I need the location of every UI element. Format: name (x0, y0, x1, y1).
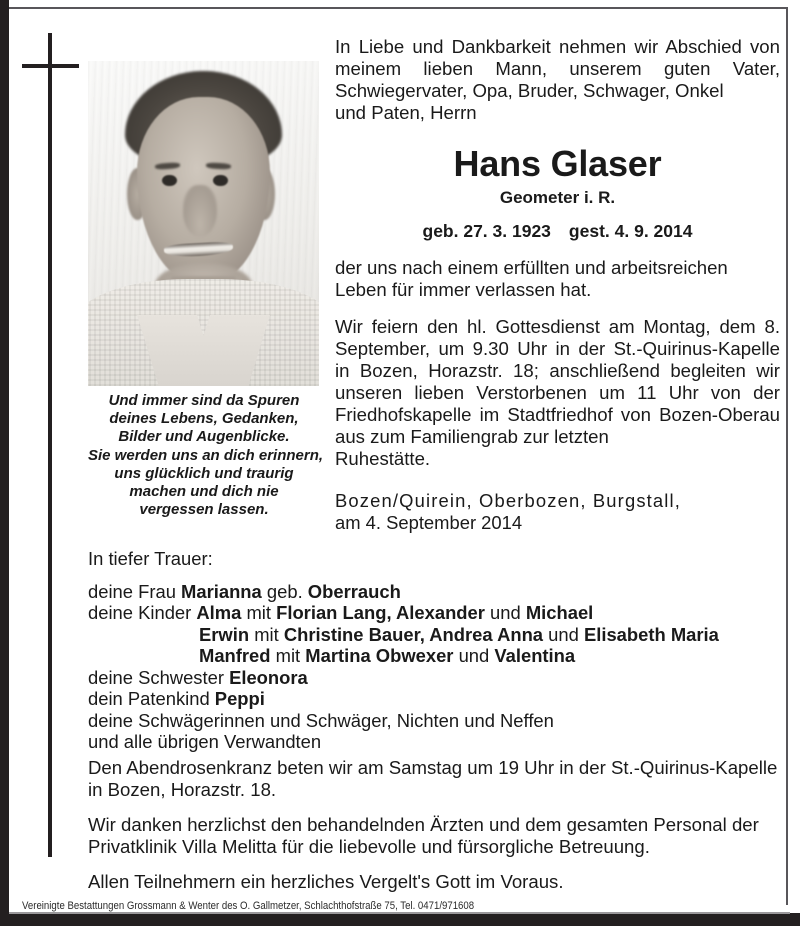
mourner-line (88, 667, 778, 689)
frame-border-inner-bottom (9, 912, 790, 914)
poem-line: Bilder und Augenblicke. (118, 428, 290, 446)
farewell-paragraph (335, 257, 780, 301)
funeral-home-footer: Vereinigte Bestattungen Grossmann & Wenter des O. Gallmetzer, Schlachthofstraße 75, Tel. 0471/971608 (22, 900, 475, 912)
mourner-line (88, 731, 778, 753)
mourner-line (88, 710, 778, 732)
mourner-line (88, 624, 778, 646)
mourner-name: Manfred (199, 645, 271, 666)
mourner-name: Valentina (494, 645, 576, 666)
mourner-name: Marianna (181, 580, 262, 602)
photo-eye-right (213, 175, 228, 187)
portrait-photo (88, 61, 319, 386)
mourner-name: Elisabeth Maria (583, 623, 719, 645)
mourner-line (88, 581, 778, 603)
places-line: Bozen/Quirein, Oberbozen, Burgstall, (335, 490, 682, 511)
mourner-name: Eleonora (229, 666, 308, 688)
deceased-occupation: Geometer i. R. (499, 188, 616, 207)
intro-last-line: und Paten, Herrn (335, 102, 477, 123)
closing-section (88, 757, 780, 893)
farewell-text: der uns nach einem erfüllten und arbeitsreichen (335, 257, 728, 278)
thanks-paragraph: Wir danken herzlichst den behandelnden Ärzten und dem gesamten Personal der Privatklinik Villa Melitta für die liebevolle und fürsorgliche Betreuung. (88, 814, 759, 857)
intro-paragraph (335, 36, 780, 124)
blessing-paragraph: Allen Teilnehmern ein herzliches Vergelt's Gott im Voraus. (88, 871, 564, 892)
mourner-relation: mit (249, 623, 284, 645)
deceased-dates (335, 221, 780, 242)
mourner-name: Erwin (199, 623, 250, 645)
rosary-paragraph: Den Abendrosenkranz beten wir am Samstag um 19 Uhr in der St.-Quirinus-Kapelle in Bozen, Horazstr. 18. (88, 757, 778, 800)
frame-border-left (0, 0, 9, 926)
mourner-relation: deine Kinder (88, 602, 197, 623)
mourner-name: Oberrauch (307, 580, 401, 602)
poem-line: machen und dich nie (129, 483, 279, 501)
mourner-relation: und alle übrigen Verwandten (88, 731, 322, 752)
main-text-column (335, 36, 780, 534)
notice-date: am 4. September 2014 (335, 512, 523, 533)
mourner-line (88, 645, 778, 667)
farewell-last-line: Leben für immer verlassen hat. (335, 279, 592, 300)
intro-text: In Liebe und Dankbarkeit nehmen wir Abschied von meinem lieben Mann, unserem guten Vater, Schwiegervater, Opa, Bruder, Schwager, Onkel (335, 36, 780, 101)
photo-nose (183, 185, 218, 237)
memorial-poem (88, 392, 324, 519)
mourner-relation: deine Schwägerinnen und Schwäger, Nichten und Neffen (88, 709, 554, 731)
mourner-relation: geb. (261, 580, 308, 602)
mourner-relation: mit (241, 602, 277, 623)
mourner-name: Martina Obwexer (305, 645, 454, 666)
frame-border-top (9, 7, 788, 9)
cross-icon-stem (48, 33, 52, 857)
mourner-relation: und (484, 602, 526, 623)
mourner-relation: und (543, 623, 584, 645)
service-text: Wir feiern den hl. Gottesdienst am Montag, dem 8. September, um 9.30 Uhr in der St.-Quirinus-Kapelle in Bozen, Horazstr. 18; anschließend begleiten wir unseren lieben Verstorbenen um 11 Uhr von der Friedhofskapelle im Stadtfriedhof von Bozen-Oberau aus zum Familiengrab zur letzten (335, 316, 780, 447)
mourner-name: Peppi (214, 688, 265, 709)
poem-line: uns glücklich und traurig (114, 464, 294, 482)
mourner-relation: und (453, 645, 495, 666)
poem-line: vergessen lassen. (139, 501, 269, 519)
mourners-list (88, 581, 778, 753)
death-date: gest. 4. 9. 2014 (568, 221, 693, 241)
mourner-relation: deine Frau (88, 580, 182, 602)
birth-date: geb. 27. 3. 1923 (422, 221, 551, 241)
mourner-line (88, 602, 778, 624)
mourner-relation: deine Schwester (88, 666, 230, 688)
mourner-name: Christine Bauer, Andrea Anna (283, 623, 544, 645)
mourners-section (88, 548, 778, 753)
mourners-heading: In tiefer Trauer: (88, 548, 213, 569)
mourner-name: Alma (196, 602, 242, 623)
poem-line: Sie werden uns an dich erinnern, (88, 446, 324, 464)
poem-line: Und immer sind da Spuren (108, 392, 300, 409)
mourner-relation: dein Patenkind (88, 688, 215, 709)
poem-line: deines Lebens, Gedanken, (109, 410, 299, 428)
frame-border-bottom (0, 913, 800, 926)
cross-icon-arm (22, 64, 79, 68)
mourner-line (88, 688, 778, 710)
service-paragraph (335, 316, 780, 470)
mourner-name: Florian Lang, Alexander (276, 602, 485, 623)
mourner-relation: mit (270, 645, 306, 666)
mourner-name: Michael (525, 602, 594, 623)
place-and-date (335, 490, 780, 534)
deceased-name: Hans Glaser (453, 143, 662, 184)
frame-border-right (786, 7, 788, 905)
service-last-line: Ruhestätte. (335, 448, 431, 469)
